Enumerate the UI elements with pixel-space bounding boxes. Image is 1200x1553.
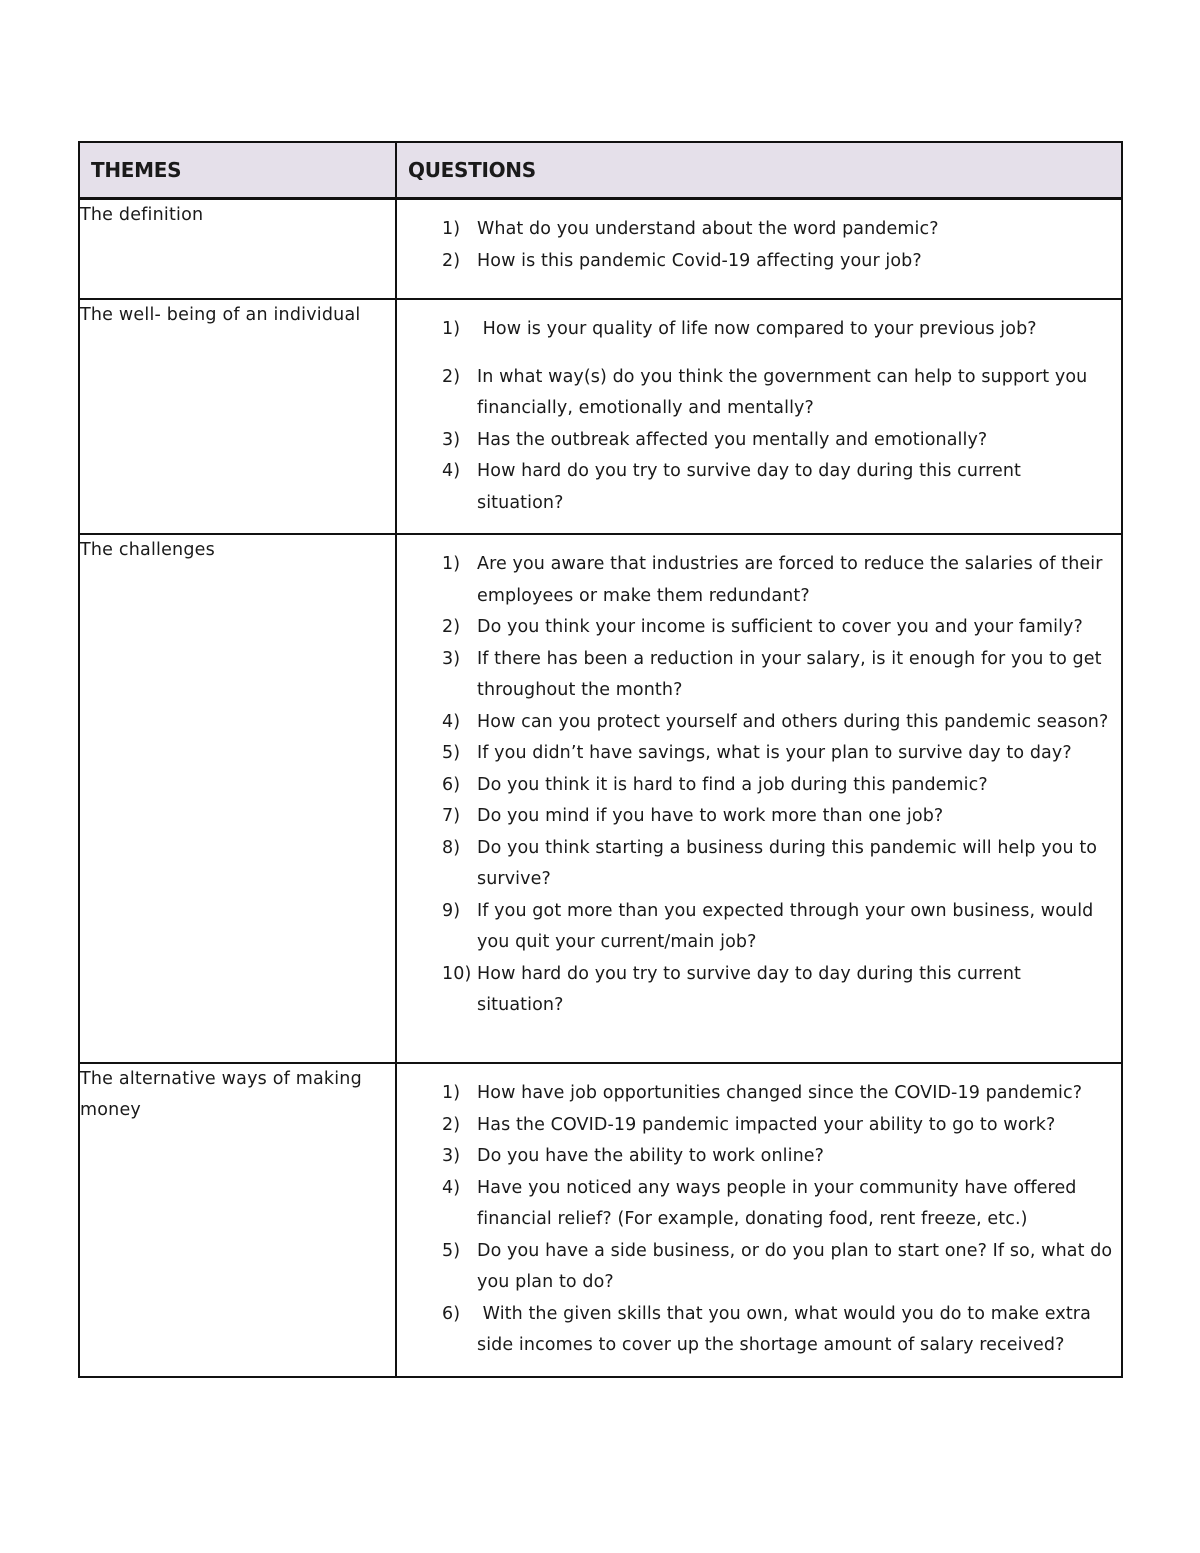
- question-text: Are you aware that industries are forced to reduce the salaries of their employees or make them redundant?: [477, 554, 1103, 606]
- question-number: 8): [442, 837, 461, 858]
- question-number: 6): [442, 1303, 461, 1324]
- theme-cell: The well- being of an individual: [79, 299, 396, 534]
- question-number: 4): [442, 461, 461, 481]
- question-item: [397, 770, 1113, 802]
- theme-cell: The challenges: [79, 534, 396, 1063]
- question-text: With the given skills that you own, what would you do to make extra side incomes to cover up the shortage amount of salary received?: [477, 1303, 1097, 1355]
- question-number: 1): [442, 554, 461, 574]
- question-text: How is your quality of life now compared to your previous job?: [477, 319, 1037, 339]
- question-item: [397, 833, 1113, 896]
- question-item: [397, 801, 1113, 833]
- question-item: [397, 707, 1113, 739]
- question-item: [397, 1173, 1113, 1236]
- question-text: Do you have the ability to work online?: [477, 1146, 825, 1166]
- question-item: [397, 456, 1113, 519]
- table-row: [79, 1063, 1122, 1377]
- question-text: How can you protect yourself and others during this pandemic season?: [477, 711, 1109, 732]
- question-text: How is this pandemic Covid-19 affecting your job?: [477, 250, 922, 271]
- question-number: 2): [442, 617, 461, 637]
- header-themes: THEMES: [79, 142, 396, 199]
- question-text: How hard do you try to survive day to day during this current situation?: [477, 963, 1022, 1015]
- question-text: Do you think starting a business during this pandemic will help you to survive?: [477, 837, 1098, 889]
- question-number: 5): [442, 1240, 461, 1261]
- question-text: What do you understand about the word pandemic?: [477, 219, 939, 239]
- question-list: [397, 300, 1121, 533]
- question-item: [397, 246, 1113, 278]
- themes-questions-table: [78, 141, 1123, 1378]
- question-item: [397, 1236, 1113, 1299]
- theme-cell: The alternative ways of making money: [79, 1063, 396, 1377]
- question-item: [397, 549, 1113, 612]
- question-item: [397, 738, 1113, 770]
- question-number: 6): [442, 774, 461, 795]
- theme-cell: The definition: [79, 199, 396, 300]
- question-item: [397, 1078, 1113, 1110]
- question-item: [397, 425, 1113, 457]
- questions-cell: [396, 199, 1122, 300]
- question-number: 1): [442, 219, 461, 239]
- question-number: 5): [442, 743, 461, 763]
- question-number: 1): [442, 319, 461, 339]
- question-text: Do you have a side business, or do you plan to start one? If so, what do you plan to do?: [477, 1240, 1113, 1292]
- question-number: 10): [442, 963, 472, 984]
- question-text: How hard do you try to survive day to day during this current situation?: [477, 461, 1022, 513]
- question-text: If there has been a reduction in your salary, is it enough for you to get throughout the month?: [477, 648, 1102, 700]
- question-text: Has the outbreak affected you mentally and emotionally?: [477, 429, 988, 450]
- question-item: [397, 1110, 1113, 1142]
- question-number: 1): [442, 1083, 461, 1103]
- table-row: [79, 199, 1122, 300]
- question-text: Has the COVID-19 pandemic impacted your ability to go to work?: [477, 1114, 1056, 1135]
- question-item: [397, 644, 1113, 707]
- table-header-row: [79, 142, 1122, 199]
- question-number: 2): [442, 1114, 461, 1135]
- question-list: [397, 1064, 1121, 1376]
- question-text: Do you mind if you have to work more than one job?: [477, 806, 944, 826]
- table-row: [79, 534, 1122, 1063]
- question-number: 2): [442, 250, 461, 271]
- question-text: Do you think your income is sufficient to cover you and your family?: [477, 617, 1083, 637]
- table-row: [79, 299, 1122, 534]
- questions-cell: [396, 1063, 1122, 1377]
- header-questions: QUESTIONS: [396, 142, 1122, 199]
- question-text: In what way(s) do you think the government can help to support you financially, emotionally and mentally?: [477, 366, 1088, 418]
- question-text: How have job opportunities changed since the COVID-19 pandemic?: [477, 1083, 1083, 1103]
- question-item: [397, 896, 1113, 959]
- question-list: [397, 535, 1121, 1036]
- question-item: [397, 314, 1113, 346]
- question-item: [397, 214, 1113, 246]
- question-text: Have you noticed any ways people in your community have offered financial relief? (For example, donating food, rent freeze, etc.): [477, 1177, 1077, 1229]
- question-item: [397, 959, 1113, 1022]
- questions-cell: [396, 534, 1122, 1063]
- question-number: 4): [442, 1177, 461, 1198]
- question-number: 3): [442, 1146, 461, 1166]
- question-list: [397, 200, 1121, 291]
- questions-cell: [396, 299, 1122, 534]
- question-item: [397, 612, 1113, 644]
- question-number: 3): [442, 429, 461, 450]
- question-item: [397, 1299, 1113, 1362]
- question-text: If you didn’t have savings, what is your plan to survive day to day?: [477, 743, 1072, 763]
- question-number: 7): [442, 806, 461, 826]
- question-number: 4): [442, 711, 461, 732]
- question-number: 2): [442, 366, 461, 387]
- question-item: [397, 1141, 1113, 1173]
- question-number: 9): [442, 900, 461, 921]
- question-item: [397, 362, 1113, 425]
- question-number: 3): [442, 648, 461, 669]
- question-text: If you got more than you expected through your own business, would you quit your current/main job?: [477, 900, 1094, 952]
- question-text: Do you think it is hard to find a job during this pandemic?: [477, 774, 988, 795]
